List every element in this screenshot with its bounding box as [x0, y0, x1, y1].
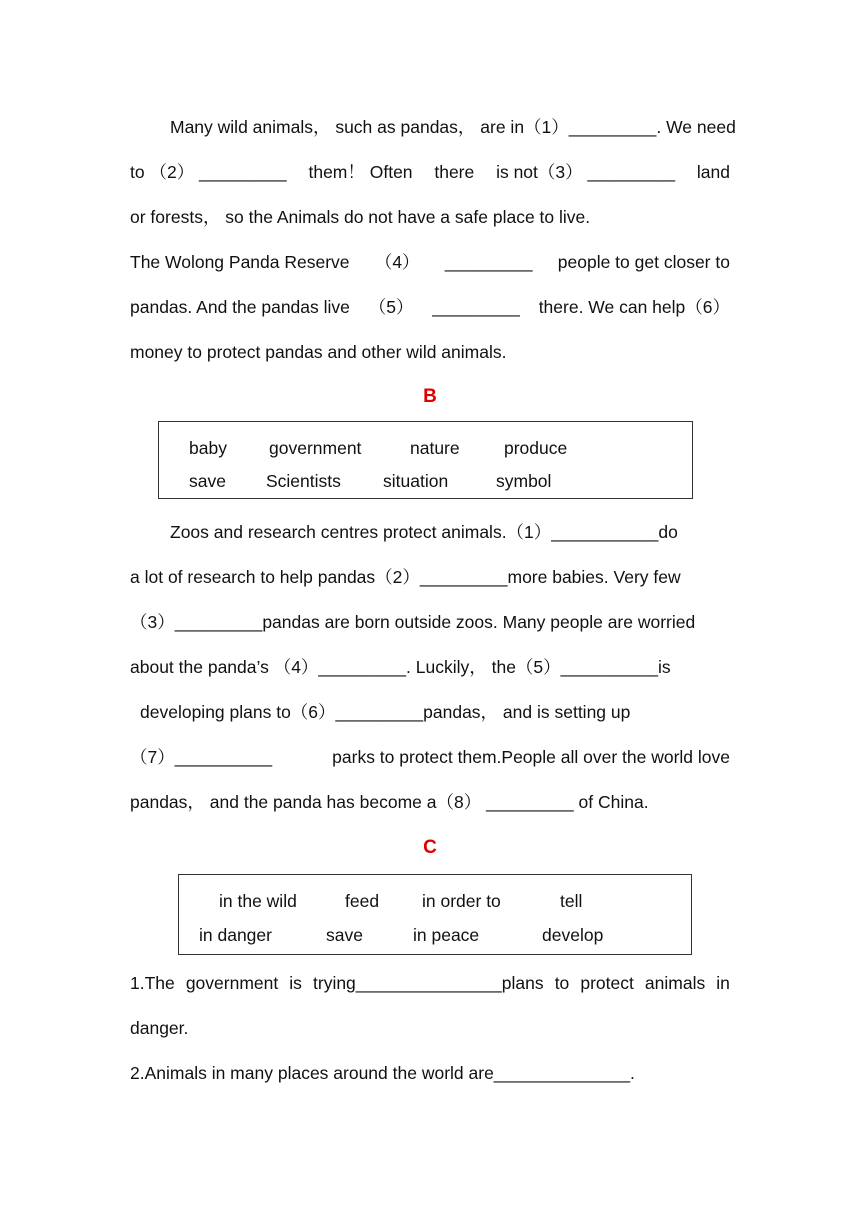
text-segment: parks to protect them.People all over the world love: [332, 747, 730, 767]
text-segment: pandas. And the pandas live: [130, 297, 350, 317]
text-segment: animals: [644, 973, 706, 993]
section-b-line-3: （3）_________pandas are born outside zoos. Many people are worried: [130, 612, 696, 632]
section-b-line-5: developing plans to（6）_________pandas， and is setting up: [140, 702, 631, 722]
section-a-line-3: or forests， so the Animals do not have a safe place to live.: [130, 207, 591, 227]
word-bank-item: situation: [383, 471, 449, 491]
text-segment: is not（3） _________: [496, 162, 676, 182]
text-segment: The Wolong Panda Reserve: [130, 252, 350, 272]
section-b-line-4: about the panda’s （4）_________. Luckily， the（5）__________is: [130, 657, 671, 677]
text-segment: （5）: [368, 297, 414, 317]
section-a-line-6: money to protect pandas and other wild animals.: [130, 342, 507, 362]
text-segment: _________: [444, 252, 533, 272]
text-segment: government: [185, 973, 279, 993]
section-a-line-2: [130, 159, 730, 185]
word-bank-item: in danger: [199, 925, 272, 945]
text-segment: （7）__________: [130, 747, 273, 767]
section-b-line-1: Zoos and research centres protect animals.（1）___________do: [170, 522, 678, 542]
text-segment: 1.The: [130, 973, 175, 993]
word-bank-item: feed: [345, 891, 380, 911]
section-a-line-1: Many wild animals， such as pandas， are in（1）_________. We need: [170, 117, 736, 137]
text-segment: people to get closer to: [557, 252, 730, 272]
text-segment: protect: [580, 973, 634, 993]
section-c-question-1: [130, 970, 730, 996]
section-c-question-1-cont: danger.: [130, 1018, 189, 1038]
word-bank-item: in the wild: [219, 891, 297, 911]
word-bank-item: nature: [410, 438, 460, 458]
section-a-line-4: [130, 249, 730, 275]
word-bank-item: in peace: [413, 925, 480, 945]
text-segment: in: [716, 973, 730, 993]
section-c-heading: C: [423, 837, 437, 858]
word-bank-item: produce: [504, 438, 568, 458]
word-bank-item: baby: [189, 438, 227, 458]
word-bank-c: [178, 874, 692, 955]
section-b-line-6: [130, 744, 730, 770]
section-c-question-2: 2.Animals in many places around the world are______________.: [130, 1063, 635, 1083]
word-bank-item: save: [189, 471, 226, 491]
text-segment: to: [554, 973, 570, 993]
text-segment: to （2） _________: [130, 162, 287, 182]
text-segment: _________: [432, 297, 520, 317]
word-bank-item: develop: [542, 925, 604, 945]
text-segment: there. We can help（6）: [538, 297, 730, 317]
section-b-line-7: pandas， and the panda has become a（8） _________ of China.: [130, 792, 649, 812]
text-segment: （4）: [374, 252, 420, 272]
word-bank-item: in order to: [422, 891, 501, 911]
word-bank-item: government: [269, 438, 362, 458]
word-bank-item: Scientists: [266, 471, 341, 491]
text-segment: them！ Often: [308, 162, 413, 182]
text-segment: there: [434, 162, 475, 182]
word-bank-b: [158, 421, 693, 499]
text-segment: is: [289, 973, 302, 993]
section-b-heading: B: [423, 386, 437, 407]
word-bank-item: tell: [560, 891, 583, 911]
section-a-line-5: [130, 294, 730, 320]
section-b-line-2: a lot of research to help pandas（2）_________more babies. Very few: [130, 567, 681, 587]
text-segment: trying_______________plans: [313, 973, 544, 993]
text-segment: land: [696, 162, 730, 182]
word-bank-item: symbol: [496, 471, 552, 491]
word-bank-item: save: [326, 925, 363, 945]
